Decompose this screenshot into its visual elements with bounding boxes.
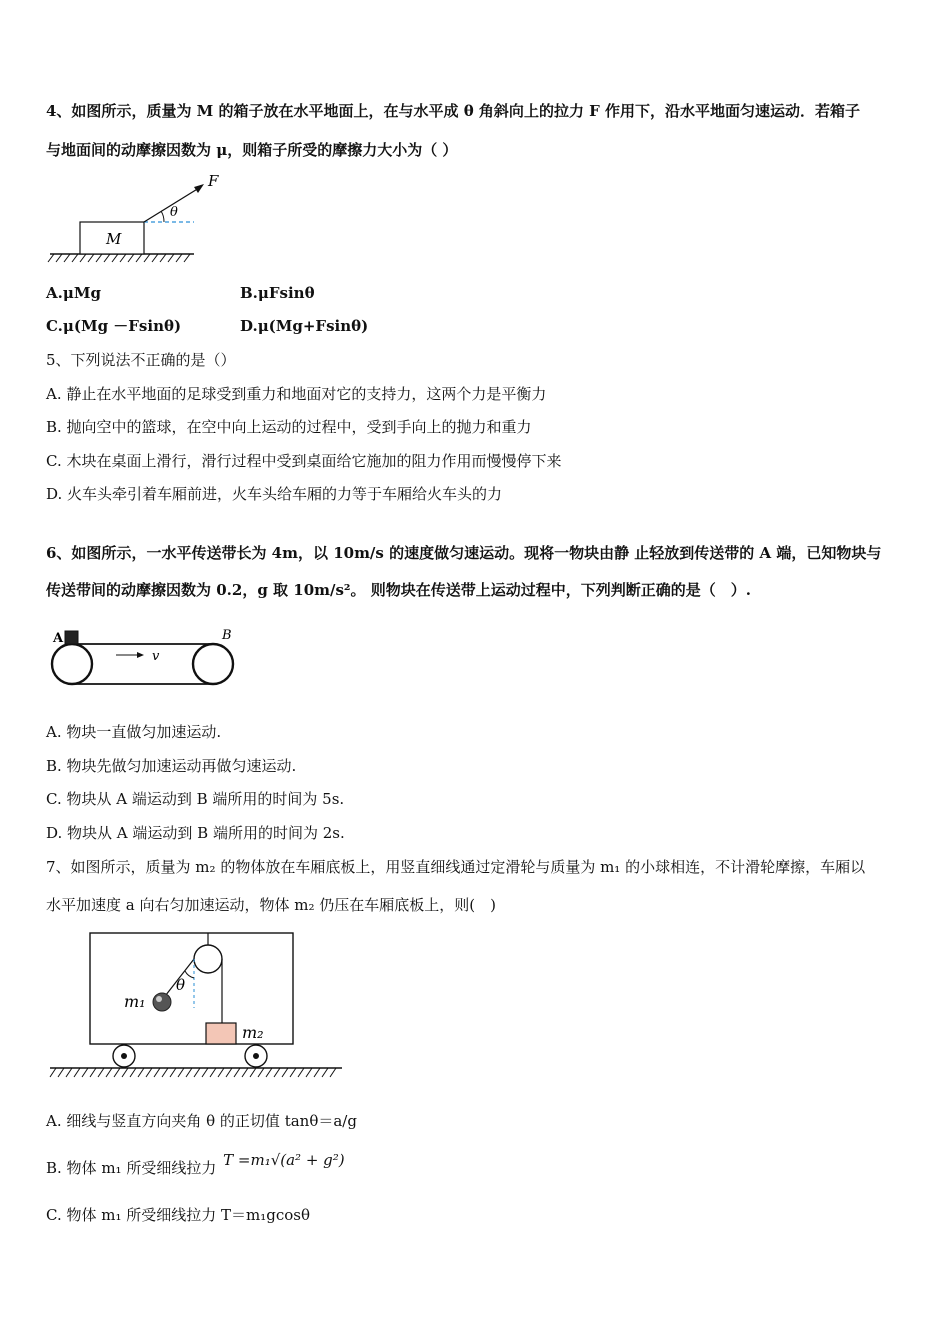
q7-option-b[interactable] bbox=[46, 1151, 345, 1178]
q6-stem-line1: 6、如图所示，一水平传送带长为 4m，以 10m/s 的速度做匀速运动。现将一物块由静 止轻放到传送带的 A 端，已知物块与 bbox=[46, 544, 882, 562]
q6-option-c[interactable]: C. 物块从 A 端运动到 B 端所用的时间为 5s. bbox=[46, 790, 345, 808]
q4-option-d[interactable]: D.μ(Mg+Fsinθ) bbox=[240, 317, 369, 335]
angle-label: θ bbox=[176, 976, 186, 994]
ball-m1 bbox=[153, 993, 171, 1011]
q4-figure-box-force bbox=[44, 170, 219, 265]
q5-option-c[interactable]: C. 木块在桌面上滑行，滑行过程中受到桌面给它施加的阻力作用而慢慢停下来 bbox=[46, 452, 562, 470]
q7-figure-carriage bbox=[46, 928, 346, 1084]
q6-option-b[interactable]: B. 物块先做匀加速运动再做匀速运动. bbox=[46, 757, 297, 775]
box-label: M bbox=[106, 230, 122, 248]
q5-stem: 5、下列说法不正确的是（） bbox=[46, 351, 236, 369]
q4-option-c[interactable]: C.μ(Mg －Fsinθ) bbox=[46, 317, 182, 335]
q7-option-b-text: B. 物体 m₁ 所受细线拉力 bbox=[46, 1159, 217, 1177]
q7-option-c[interactable]: C. 物体 m₁ 所受细线拉力 T＝m₁gcosθ bbox=[46, 1206, 311, 1224]
block-a bbox=[65, 631, 78, 644]
q7-option-b-formula: T =m₁√(a² + g²) bbox=[223, 1151, 345, 1169]
left-roller bbox=[52, 644, 92, 684]
q5-option-d[interactable]: D. 火车头牵引着车厢前进，火车头给车厢的力等于车厢给火车头的力 bbox=[46, 485, 503, 503]
angle-label: θ bbox=[170, 205, 178, 220]
label-b: B bbox=[222, 628, 232, 643]
q7-stem-line2: 水平加速度 a 向右匀加速运动，物体 m₂ 仍压在车厢底板上，则( ) bbox=[46, 896, 496, 914]
label-a: A bbox=[53, 631, 64, 646]
q7-stem-line1: 7、如图所示，质量为 m₂ 的物体放在车厢底板上，用竖直细线通过定滑轮与质量为 m₁ 的小球相连，不计滑轮摩擦，车厢以 bbox=[46, 858, 866, 876]
q5-option-b[interactable]: B. 抛向空中的篮球，在空中向上运动的过程中，受到手向上的抛力和重力 bbox=[46, 418, 532, 436]
q4-option-b[interactable]: B.μFsinθ bbox=[240, 284, 315, 302]
q6-stem-line2: 传送带间的动摩擦因数为 0.2，g 取 10m/s²。 则物块在传送带上运动过程中，下列判断正确的是（ ）. bbox=[46, 581, 751, 599]
q6-figure-conveyor bbox=[48, 624, 258, 704]
pulley bbox=[194, 945, 222, 973]
velocity-label: v bbox=[152, 649, 160, 664]
q6-option-a[interactable]: A. 物块一直做匀加速运动. bbox=[46, 723, 222, 741]
m2-label: m₂ bbox=[242, 1023, 264, 1042]
right-roller bbox=[193, 644, 233, 684]
q5-option-a[interactable]: A. 静止在水平地面的足球受到重力和地面对它的支持力，这两个力是平衡力 bbox=[46, 385, 547, 403]
force-label: F bbox=[208, 172, 219, 190]
q4-stem-line2: 与地面间的动摩擦因数为 μ，则箱子所受的摩擦力大小为（ ） bbox=[46, 141, 458, 159]
q6-option-d[interactable]: D. 物块从 A 端运动到 B 端所用的时间为 2s. bbox=[46, 824, 345, 842]
q7-option-a[interactable]: A. 细线与竖直方向夹角 θ 的正切值 tanθ＝a/g bbox=[46, 1112, 357, 1130]
m1-label: m₁ bbox=[124, 992, 146, 1011]
q4-option-a[interactable]: A.μMg bbox=[46, 284, 101, 302]
q4-stem-line1: 4、如图所示，质量为 M 的箱子放在水平地面上，在与水平成 θ 角斜向上的拉力 F 作用下，沿水平地面匀速运动．若箱子 bbox=[46, 102, 861, 120]
block-m2 bbox=[206, 1023, 236, 1044]
